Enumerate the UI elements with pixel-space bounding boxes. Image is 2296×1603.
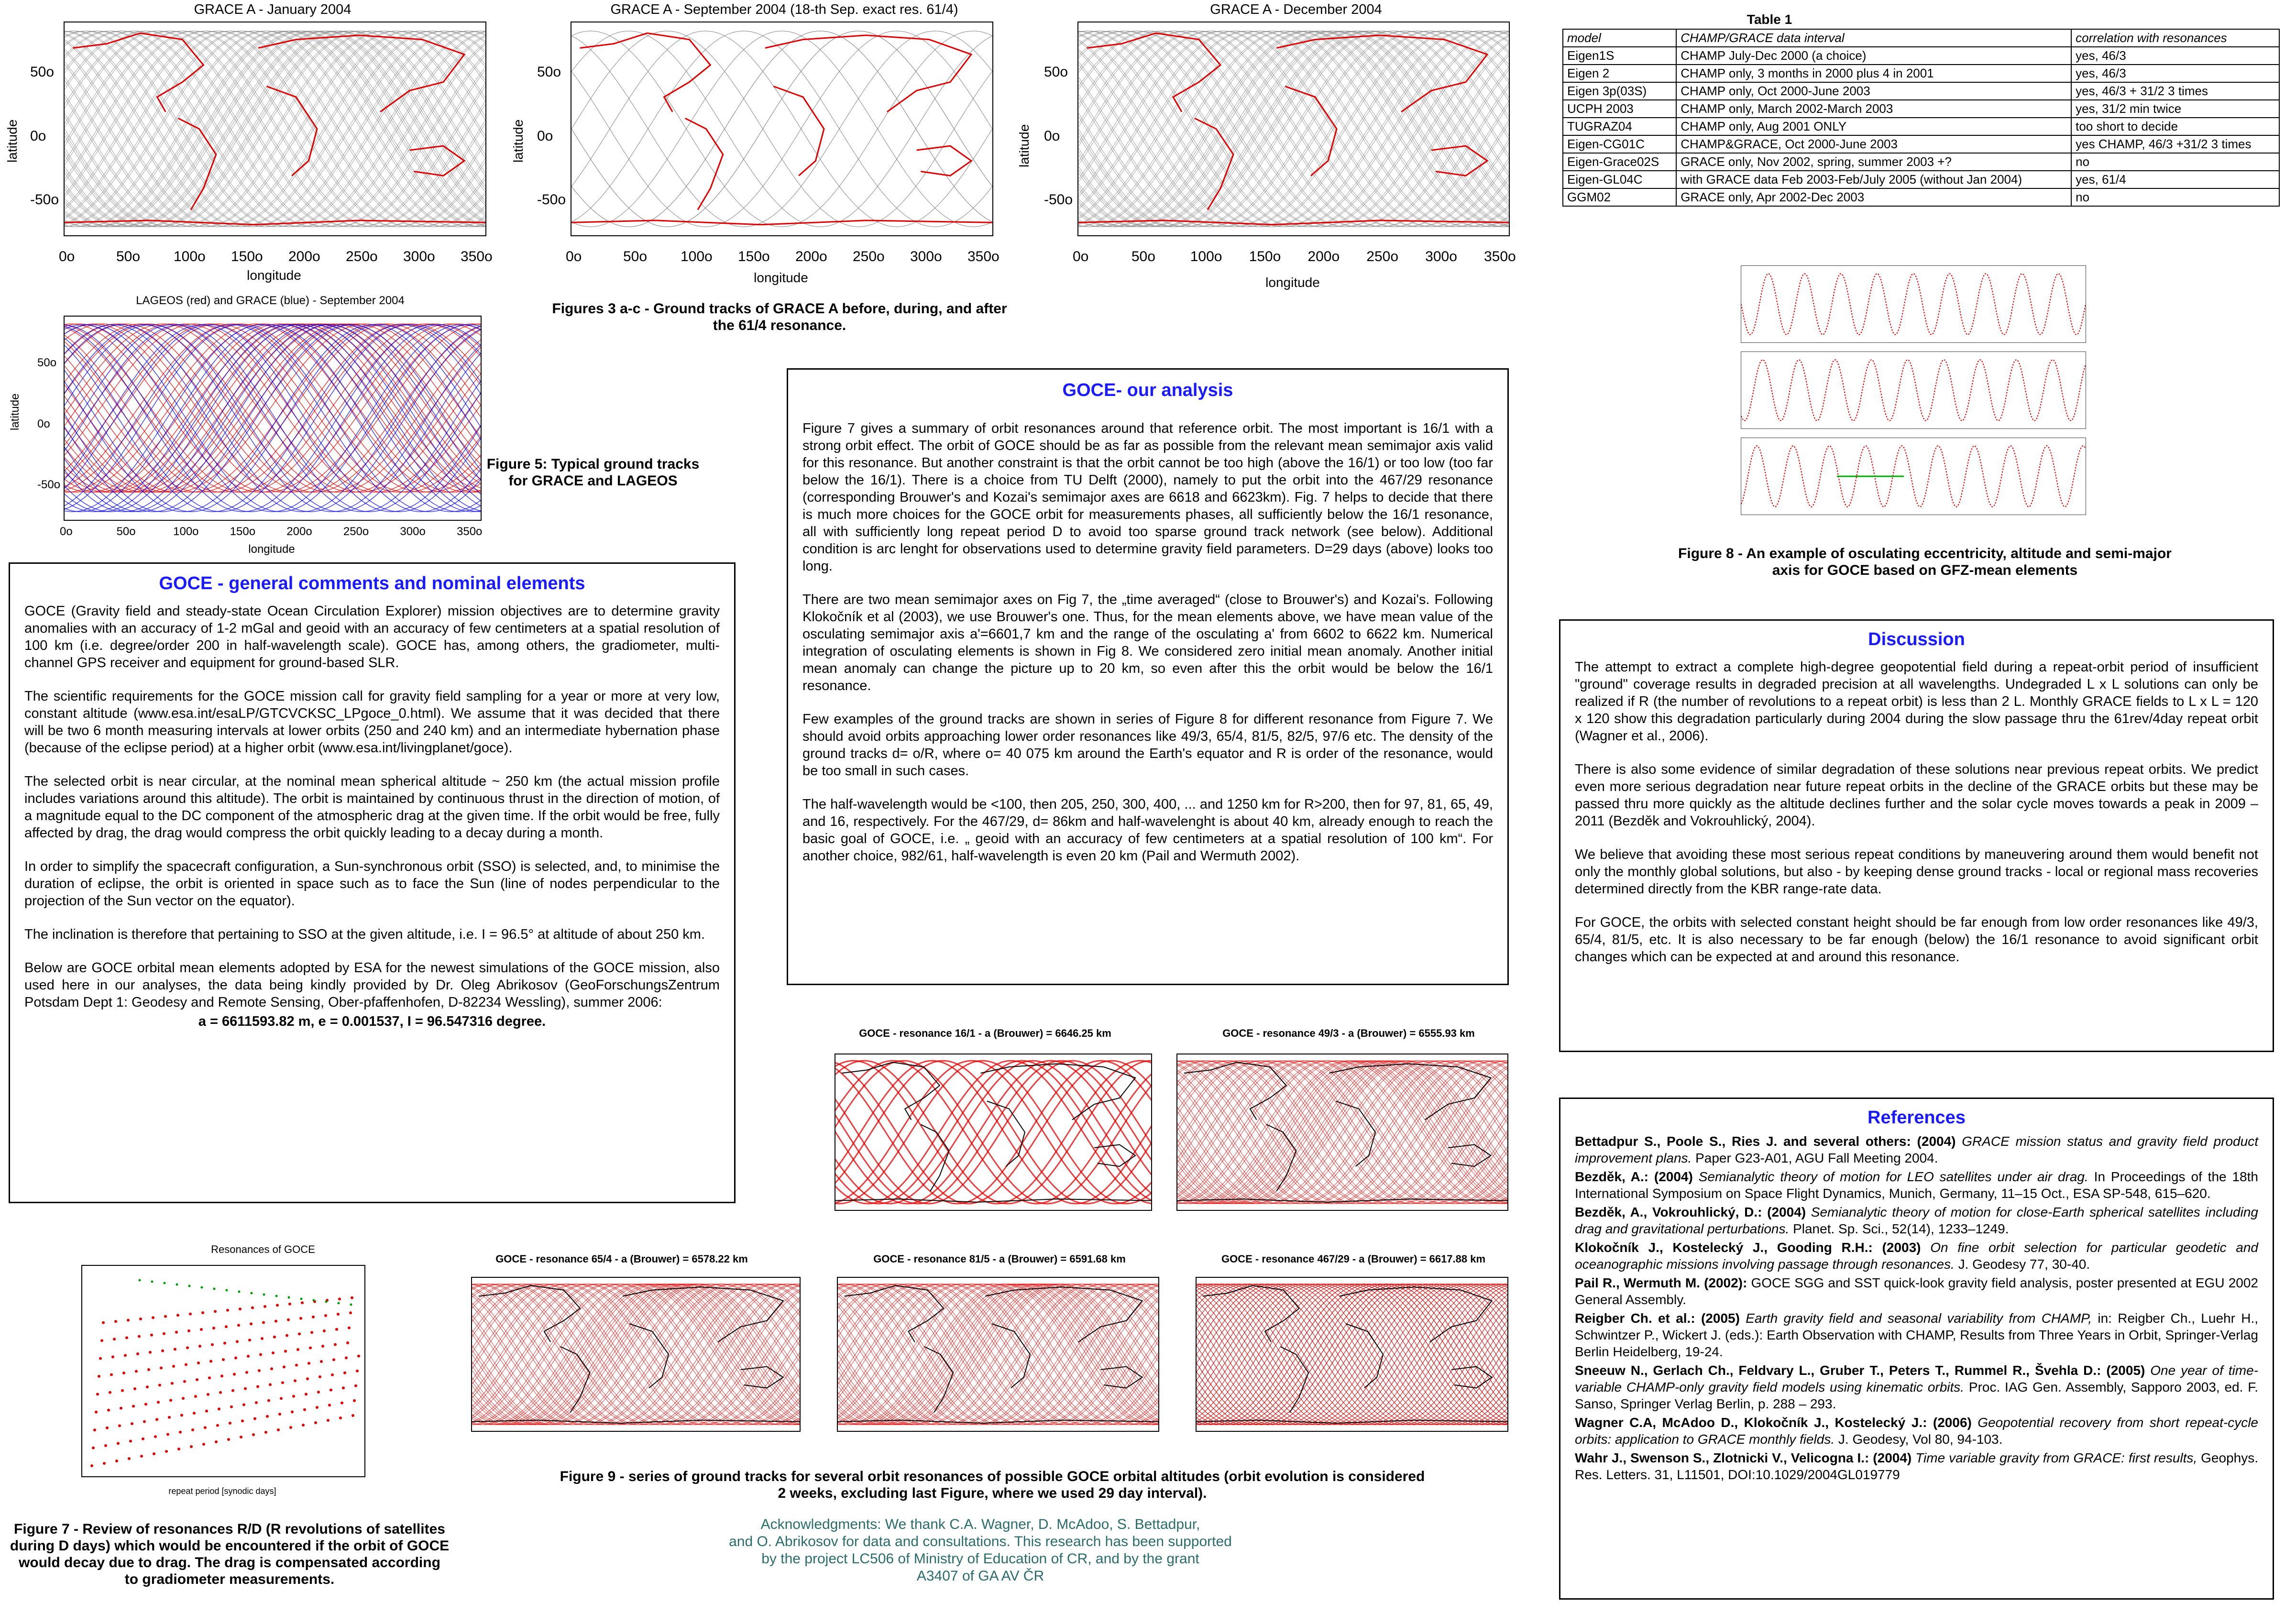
acknowledgments — [646, 1516, 1315, 1585]
fig3-map-c-svg — [1078, 22, 1509, 235]
fig3-xtick: 100o — [681, 249, 713, 264]
fig5-xtick: 150o — [230, 525, 256, 538]
table1-cell: CHAMP only, March 2002-March 2003 — [1676, 100, 2071, 118]
fig7-caption-line4: to gradiometer measurements. — [124, 1571, 335, 1587]
fig8-caption-line2: axis for GOCE based on GFZ-mean elements — [1772, 562, 2078, 578]
fig9-map-2 — [1176, 1054, 1508, 1211]
list-item — [1575, 1168, 2258, 1202]
fig3-xtick: 200o — [288, 249, 320, 264]
table1-header-row — [1563, 29, 2279, 47]
fig3-xtick: 350o — [1484, 249, 1516, 264]
table1-cell: UCPH 2003 — [1563, 100, 1676, 118]
general-p6: Below are GOCE orbital mean elements adopted by ESA for the newest simulations of the GOCE mission, also used here in our analyses, the data being kindly provided by Dr. Oleg Abrikosov (GeoForschungsZentrum Potsdam Dept 1: Geodesy and Remote Sensing, Ober-pfaffenhofen, D-82234 Wessling), summer 2006: — [24, 960, 720, 1010]
table1-cell: Eigen 3p(03S) — [1563, 82, 1676, 100]
table-row — [1563, 135, 2279, 153]
fig8-subplot — [1741, 265, 2086, 343]
fig5-xtick: 100o — [173, 525, 199, 538]
fig9-map-1 — [835, 1054, 1152, 1211]
table1-cell: Eigen 2 — [1563, 65, 1676, 82]
fig7-caption-line2: during D days) which would be encountered if the orbit of GOCE — [10, 1538, 450, 1554]
fig3-ytick: -50o — [537, 192, 566, 208]
discussion-p1: The attempt to extract a complete high-degree geopotential field during a repeat-orbit period of insufficient "ground" coverage results in degraded precision at all wavelengths. Undegraded L x L solutions can only be realized if R (the number of revolutions to a repeat orbit) is less than 2 L. Monthly GRACE fields to L x L = 120 x 120 show this degradation particularly during 2004 during the slow passage thru the 61rev/4day repeat orbit (Wagner et al., 2006). — [1575, 659, 2258, 744]
fig3-caption-line1: Figures 3 a-c - Ground tracks of GRACE A before, during, and after — [552, 301, 1007, 317]
fig3-caption — [516, 300, 1043, 334]
fig9-caption-line2: 2 weeks, excluding last Figure, where we used 29 day interval). — [778, 1485, 1207, 1501]
fig3-map-c-title: GRACE A - December 2004 — [1210, 2, 1382, 17]
table-row — [1563, 188, 2279, 206]
fig3-xtick: 150o — [231, 249, 263, 264]
fig3-ytick: 0o — [30, 128, 46, 144]
general-elements: a = 6611593.82 m, e = 0.001537, I = 96.547316 degree. — [198, 1014, 546, 1029]
table1-cell: yes, 61/4 — [2071, 171, 2279, 188]
fig3-b-xlabel: longitude — [754, 270, 808, 285]
list-item — [1575, 1449, 2258, 1483]
fig3-map-b-title: GRACE A - September 2004 (18-th Sep. exact res. 61/4) — [610, 2, 958, 17]
fig5-caption-line2: for GRACE and LAGEOS — [508, 473, 678, 489]
table1-cell: GRACE only, Apr 2002-Dec 2003 — [1676, 188, 2071, 206]
fig5-title: LAGEOS (red) and GRACE (blue) - September 2004 — [136, 294, 405, 307]
reference-authors: Pail R., Wermuth M. (2002): — [1575, 1275, 1751, 1290]
fig5-xlabel: longitude — [248, 543, 295, 556]
fig3-map-a — [64, 22, 486, 236]
fig5-xtick: 250o — [343, 525, 369, 538]
table1-cell: Eigen-Grace02S — [1563, 153, 1676, 171]
fig3-xtick: 50o — [1131, 249, 1155, 264]
list-item — [1575, 1362, 2258, 1412]
fig7-plot — [81, 1265, 365, 1477]
fig9-title-2: GOCE - resonance 49/3 - a (Brouwer) = 6555.93 km — [1222, 1027, 1475, 1039]
fig3-xtick: 300o — [910, 249, 942, 264]
table1-cell: Eigen-CG01C — [1563, 135, 1676, 153]
reference-title: Geopotential recovery from short repeat-cycle orbits: application to GRACE monthly fields. — [1575, 1415, 2258, 1447]
fig3-xtick: 250o — [1366, 249, 1399, 264]
fig8-caption-line1: Figure 8 - An example of osculating eccentricity, altitude and semi-major — [1678, 546, 2172, 561]
reference-title: GRACE mission status and gravity field product improvement plans. — [1575, 1134, 2258, 1165]
list-item — [1575, 1133, 2258, 1166]
table-row — [1563, 82, 2279, 100]
fig7-title: Resonances of GOCE — [211, 1243, 315, 1255]
fig8-subplot-svg — [1741, 438, 2086, 515]
fig3-xtick: 0o — [59, 249, 75, 264]
fig5-ytick: 50o — [37, 356, 57, 369]
table1-cell: CHAMP&GRACE, Oct 2000-June 2003 — [1676, 135, 2071, 153]
fig3-ytick: 50o — [30, 64, 55, 80]
analysis-p1: Figure 7 gives a summary of orbit resonances around that reference orbit. The most important is 16/1 with a strong orbit effect. The orbit of GOCE should be as far as possible from the relevant mean semimajor axis valid for this resonance. But another constraint is that the orbit cannot be too high (above the 16/1) or too low (too far below the 16/1). There is a choice from TU Delft (2000), namely to put the orbit into the 467/29 resonance (corresponding Brouwer's and Kozai's semimajor axes are 6618 and 6623km). Fig. 7 helps to decide that there is much more choices for the GOCE orbit for measurements phases, all sufficiently below the 16/1 resonance, all with sufficiently long repeat period D to avoid too sparse ground track network (see below). Additional condition is arc lenght for observations used to determine gravity field parameters. D=29 days (above) looks too long. — [802, 421, 1493, 574]
fig3-xtick: 300o — [1425, 249, 1457, 264]
table1-cell: CHAMP only, Aug 2001 ONLY — [1676, 118, 2071, 135]
discussion-p4: For GOCE, the orbits with selected constant height should be far enough from low order resonances like 49/3, 65/4, 81/5, etc. It is also necessary to be far enough (below) the 16/1 resonance to avoid significant orbit changes which can be expected at and around this resonance. — [1575, 915, 2258, 965]
table1-cell: CHAMP July-Dec 2000 (a choice) — [1676, 47, 2071, 65]
fig9-caption — [478, 1468, 1506, 1502]
fig3-map-a-title: GRACE A - January 2004 — [194, 2, 352, 17]
fig7-xlabel: repeat period [synodic days] — [168, 1486, 276, 1496]
reference-details: J. Geodesy 77, 30-40. — [1958, 1257, 2090, 1272]
references-box — [1559, 1098, 2274, 1600]
table1-header-cell: model — [1563, 29, 1676, 47]
reference-title: Time variable gravity from GRACE: first results, — [1915, 1450, 2201, 1465]
general-p3: The selected orbit is near circular, at the nominal mean spherical altitude ~ 250 km (the actual mission profile includes variations around this altitude). The orbit is maintained by continuous thrust in the direction of motion, of a magnitude equal to the DC component of the atmospheric drag at the given time. If the orbit would be free, fully affected by drag, the drag would compress the orbit quickly leading to a decay during a month. — [24, 774, 720, 841]
table1-cell: with GRACE data Feb 2003-Feb/July 2005 (without Jan 2004) — [1676, 171, 2071, 188]
reference-details: In Proceedings of the 18th International Symposium on Space Flight Dynamics, Munich, Germany, 11–15 Oct., ESA SP-548, 615–620. — [1575, 1169, 2258, 1201]
general-p5: The inclination is therefore that pertaining to SSO at the given altitude, i.e. I = 96.5° at altitude of about 250 km. — [24, 927, 705, 942]
fig9-map-1-svg — [835, 1054, 1151, 1210]
fig3-xtick: 250o — [346, 249, 378, 264]
table1-cell: CHAMP only, Oct 2000-June 2003 — [1676, 82, 2071, 100]
fig3-xtick: 150o — [738, 249, 770, 264]
reference-authors: Wagner C.A, McAdoo D., Klokočník J., Kostelecký J.: (2006) — [1575, 1415, 1978, 1430]
table1-cell: GGM02 — [1563, 188, 1676, 206]
table1-cell: Eigen1S — [1563, 47, 1676, 65]
fig3-xtick: 350o — [967, 249, 1000, 264]
reference-authors: Bezděk, A.: (2004) — [1575, 1169, 1699, 1184]
analysis-p2: There are two mean semimajor axes on Fig 7, the „time averaged“ (close to Brouwer's) and Kozai's. Following Klokočník et al (2003), we use Brouwer's one. Thus, for the mean elements above, we have mean value of the osculating semimajor axis a'=6601,7 km and the range of the osculating a' from 6602 to 6622 km. Numerical integration of osculating elements is shown in Fig 8. We considered zero initial mean anomaly. Another initial mean anomaly can change the picture up to 20 km, so even after this the orbit would be below the 16/1 resonance. — [802, 592, 1493, 693]
fig5-xtick: 50o — [116, 525, 136, 538]
list-item — [1575, 1274, 2258, 1308]
discussion-box — [1559, 619, 2274, 1052]
reference-details: in: Reigber Ch., Luehr H., Schwintzer P., Wickert J. (eds.): Earth Observation with CHAMP, Results from Three Years in Orbit, Springer-Verlag Berlin Heidelberg, 19-24. — [1575, 1311, 2259, 1359]
reference-details: Planet. Sp. Sci., 52(14), 1233–1249. — [1793, 1221, 2009, 1236]
reference-title: Earth gravity field and seasonal variability from CHAMP, — [1746, 1311, 2098, 1326]
fig3-xtick: 50o — [116, 249, 141, 264]
ack-line2: and O. Abrikosov for data and consultations. This research has been supported — [729, 1534, 1232, 1549]
fig3-ytick: 0o — [1044, 128, 1060, 144]
reference-title: Semianalytic theory of motion for LEO satellites under air drag. — [1698, 1169, 2094, 1184]
fig5-caption — [473, 456, 713, 489]
fig3-ytick: 0o — [537, 128, 553, 144]
fig8-subplot-svg — [1741, 266, 2086, 342]
table1-cell: yes, 46/3 + 31/2 3 times — [2071, 82, 2279, 100]
fig3-xtick: 200o — [795, 249, 827, 264]
table1-title: Table 1 — [1747, 12, 1792, 27]
fig3-xtick: 350o — [461, 249, 493, 264]
analysis-p4: The half-wavelength would be <100, then 205, 250, 300, 400, ... and 1250 km for R>200, then for 97, 81, 65, 49, and 16, respectively. For the 467/29, d= 86km and half-wavelenght is about 40 km, already enough to reach the basic goal of GOCE, i.e. „ geoid with an accuracy of few centimeters at a spatial resolution of 100 km“. For another choice, 982/61, half-wavelength is even 20 km (Pail and Wermuth 2002). — [802, 797, 1493, 864]
ack-line1: Acknowledgments: We thank C.A. Wagner, D. McAdoo, S. Bettadpur, — [760, 1516, 1200, 1532]
fig3-xtick: 100o — [1190, 249, 1222, 264]
fig5-map — [64, 316, 482, 521]
fig9-title-4: GOCE - resonance 81/5 - a (Brouwer) = 6591.68 km — [873, 1253, 1126, 1265]
fig3-xtick: 200o — [1307, 249, 1340, 264]
fig8-caption — [1578, 545, 2272, 579]
fig3-xtick: 100o — [174, 249, 206, 264]
fig7-caption — [0, 1521, 459, 1588]
fig3-caption-line2: the 61/4 resonance. — [713, 318, 846, 333]
fig5-xtick: 0o — [60, 525, 73, 538]
fig8-subplot — [1741, 438, 2086, 515]
list-item — [1575, 1239, 2258, 1273]
fig9-map-2-svg — [1177, 1054, 1507, 1210]
fig9-map-5 — [1196, 1277, 1508, 1432]
fig3-xtick: 300o — [403, 249, 435, 264]
table1-header-cell: CHAMP/GRACE data interval — [1676, 29, 2071, 47]
fig9-map-5-svg — [1197, 1278, 1507, 1431]
discussion-p2: There is also some evidence of similar degradation of these solutions near previous repeat orbits. We predict even more serious degradation near future repeat orbits in the decline of the GRACE orbits but these may be passed thru more quickly as the altitude declines further and the solar cycle moves towards a peak in 2009 – 2011 (Bezděk and Vokrouhlický, 2004). — [1575, 762, 2258, 829]
table1-cell: too short to decide — [2071, 118, 2279, 135]
reference-authors: Bettadpur S., Poole S., Ries J. and several others: (2004) — [1575, 1134, 1962, 1149]
fig3-map-b-svg — [571, 22, 992, 235]
reference-details: GOCE SGG and SST quick-look gravity field analysis, poster presented at EGU 2002 General Assembly. — [1575, 1275, 2258, 1307]
general-p4: In order to simplify the spacecraft configuration, a Sun-synchronous orbit (SSO) is selected, and, to minimise the duration of eclipse, the orbit is oriented in space such as to face the Sun (line of nodes perpendicular to the projection of the Sun vector on the equator). — [24, 859, 720, 909]
reference-title: Semianalytic theory of motion for close-Earth spherical satellites including drag and gravitational perturbations. — [1575, 1205, 2258, 1236]
fig3-xtick: 0o — [1073, 249, 1089, 264]
reference-details: Geophys. Res. Letters. 31, L11501, DOI:10.1029/2004GL019779 — [1575, 1450, 2258, 1482]
table-row — [1563, 65, 2279, 82]
table1-cell: GRACE only, Nov 2002, spring, summer 2003 +? — [1676, 153, 2071, 171]
ack-line4: A3407 of GA AV ČR — [916, 1568, 1044, 1584]
fig3-ytick: 50o — [1044, 64, 1068, 80]
analysis-p3: Few examples of the ground tracks are shown in series of Figure 8 for different resonance from Figure 7. We should avoid orbits approaching lower order resonances like 49/3, 65/4, 81/5, 82/5, 97/6 etc. The density of the ground tracks d= o/R, where o= 40 075 km around the Earth's equator and R is order of the resonance, would be too small in such cases. — [802, 712, 1493, 779]
table1-cell: yes, 46/3 — [2071, 47, 2279, 65]
fig7-caption-line1: Figure 7 - Review of resonances R/D (R revolutions of satellites — [14, 1521, 445, 1537]
fig3-ytick: 50o — [537, 64, 561, 80]
fig5-xtick: 200o — [286, 525, 312, 538]
general-comments-title: GOCE - general comments and nominal elements — [159, 573, 585, 593]
table-row — [1563, 100, 2279, 118]
discussion-p3: We believe that avoiding these most serious repeat conditions by maneuvering around them would benefit not only the monthly global solutions, but also - by keeping dense ground tracks - local or regional mass recoveries determined directly from the KBR range-rate data. — [1575, 847, 2258, 897]
references-list — [1560, 1133, 2273, 1483]
fig3-map-b — [571, 22, 993, 236]
table1 — [1562, 29, 2280, 207]
fig5-caption-line1: Figure 5: Typical ground tracks — [486, 456, 700, 472]
fig5-map-svg — [65, 317, 481, 520]
reference-title: On fine orbit selection for particular geodetic and oceanographic missions involving passage through resonances. — [1575, 1240, 2258, 1272]
fig5-ytick: -50o — [37, 478, 61, 491]
general-p2: The scientific requirements for the GOCE mission call for gravity field sampling for a year or more at very low, constant altitude (www.esa.int/esaLP/GTCVCKSC_LPgoce_0.html). We assume that it was decided that there will be two 6 month measuring intervals at lower orbits (250 and 240 km) and an intermediate hybernation phase (because of the eclipse period) at a higher orbit (www.esa.int/livingplanet/goce). — [24, 689, 720, 756]
fig5-xtick: 350o — [457, 525, 483, 538]
analysis-box — [787, 368, 1509, 985]
fig3-c-xlabel: longitude — [1265, 275, 1320, 290]
table1-cell: yes, 31/2 min twice — [2071, 100, 2279, 118]
fig7-caption-line3: would decay due to drag. The drag is compensated according — [19, 1555, 440, 1570]
reference-title: One year of time-variable CHAMP-only gravity field models using kinematic orbits. — [1575, 1363, 2258, 1394]
general-comments-box — [9, 562, 736, 1203]
fig3-xtick: 50o — [623, 249, 648, 264]
reference-authors: Klokočník J., Kostelecký J., Gooding R.H.: (2003) — [1575, 1240, 1931, 1255]
fig3-b-ylabel: latitude — [511, 119, 526, 163]
table1-cell: Eigen-GL04C — [1563, 171, 1676, 188]
fig3-a-ylabel: latitude — [5, 119, 20, 163]
reference-authors: Reigber Ch. et al.: (2005) — [1575, 1311, 1746, 1326]
references-title: References — [1868, 1108, 1966, 1128]
fig3-xtick: 150o — [1249, 249, 1281, 264]
fig9-title-1: GOCE - resonance 16/1 - a (Brouwer) = 6646.25 km — [859, 1027, 1111, 1039]
list-item — [1575, 1204, 2258, 1237]
fig8-subplot — [1741, 351, 2086, 429]
table1-cell: no — [2071, 153, 2279, 171]
table-row — [1563, 171, 2279, 188]
fig3-map-a-svg — [65, 22, 485, 235]
table1-cell: no — [2071, 188, 2279, 206]
fig3-ytick: -50o — [1044, 192, 1073, 208]
fig3-c-ylabel: latitude — [1017, 124, 1032, 167]
fig9-map-3 — [471, 1277, 801, 1432]
fig9-caption-line1: Figure 9 - series of ground tracks for several orbit resonances of possible GOCE orbital altitudes (orbit evolution is considered — [560, 1469, 1425, 1484]
general-p1: GOCE (Gravity field and steady-state Ocean Circulation Explorer) mission objectives are to determine gravity anomalies with an accuracy of 1-2 mGal and geoid with an accuracy of few centimeters at a spatial resolution of 100 km (i.e. degree/order 200 in half-wavelength scale). GOCE has, among others, the gradiometer, multi-channel GPS receiver and equipment for ground-based SLR. — [24, 604, 720, 670]
reference-authors: Bezděk, A., Vokrouhlický, D.: (2004) — [1575, 1205, 1811, 1219]
fig9-map-3-svg — [472, 1278, 800, 1431]
list-item — [1575, 1310, 2258, 1360]
fig3-map-c — [1077, 22, 1510, 236]
reference-authors: Sneeuw N., Gerlach Ch., Feldvary L., Gruber T., Peters T., Rummel R., Švehla D.: (2005) — [1575, 1363, 2151, 1378]
analysis-title: GOCE- our analysis — [1062, 380, 1233, 400]
fig9-title-5: GOCE - resonance 467/29 - a (Brouwer) = 6617.88 km — [1221, 1253, 1486, 1265]
fig8-plots — [1722, 265, 2090, 524]
reference-authors: Wahr J., Swenson S., Zlotnicki V., Velicogna I.: (2004) — [1575, 1450, 1916, 1465]
table1-cell: yes, 46/3 — [2071, 65, 2279, 82]
fig5-ylabel: latitude — [9, 393, 22, 430]
table1-cell: CHAMP only, 3 months in 2000 plus 4 in 2001 — [1676, 65, 2071, 82]
table1-cell: TUGRAZ04 — [1563, 118, 1676, 135]
list-item — [1575, 1414, 2258, 1448]
fig9-title-3: GOCE - resonance 65/4 - a (Brouwer) = 6578.22 km — [495, 1253, 748, 1265]
table-row — [1563, 118, 2279, 135]
discussion-title: Discussion — [1868, 629, 1965, 649]
ack-line3: by the project LC506 of Ministry of Education of CR, and by the grant — [761, 1551, 1199, 1567]
table1-header-cell: correlation with resonances — [2071, 29, 2279, 47]
fig9-map-4 — [837, 1277, 1159, 1432]
table1-cell: yes CHAMP, 46/3 +31/2 3 times — [2071, 135, 2279, 153]
fig5-ytick: 0o — [37, 417, 50, 430]
reference-details: Proc. IAG Gen. Assembly, Sapporo 2003, ed. F. Sanso, Springer Verlag Berlin, p. 288 – 293. — [1575, 1380, 2259, 1411]
fig3-xtick: 0o — [566, 249, 582, 264]
fig3-ytick: -50o — [30, 192, 59, 208]
fig3-xtick: 250o — [853, 249, 885, 264]
fig3-a-xlabel: longitude — [247, 268, 301, 283]
fig5-xtick: 300o — [400, 525, 426, 538]
table-row — [1563, 153, 2279, 171]
reference-details: J. Geodesy, Vol 80, 94-103. — [1838, 1432, 2003, 1447]
reference-details: Paper G23-A01, AGU Fall Meeting 2004. — [1695, 1151, 1938, 1165]
fig9-map-4-svg — [838, 1278, 1158, 1431]
fig7-plot-svg — [82, 1266, 364, 1476]
fig8-subplot-svg — [1741, 352, 2086, 428]
table-row — [1563, 47, 2279, 65]
